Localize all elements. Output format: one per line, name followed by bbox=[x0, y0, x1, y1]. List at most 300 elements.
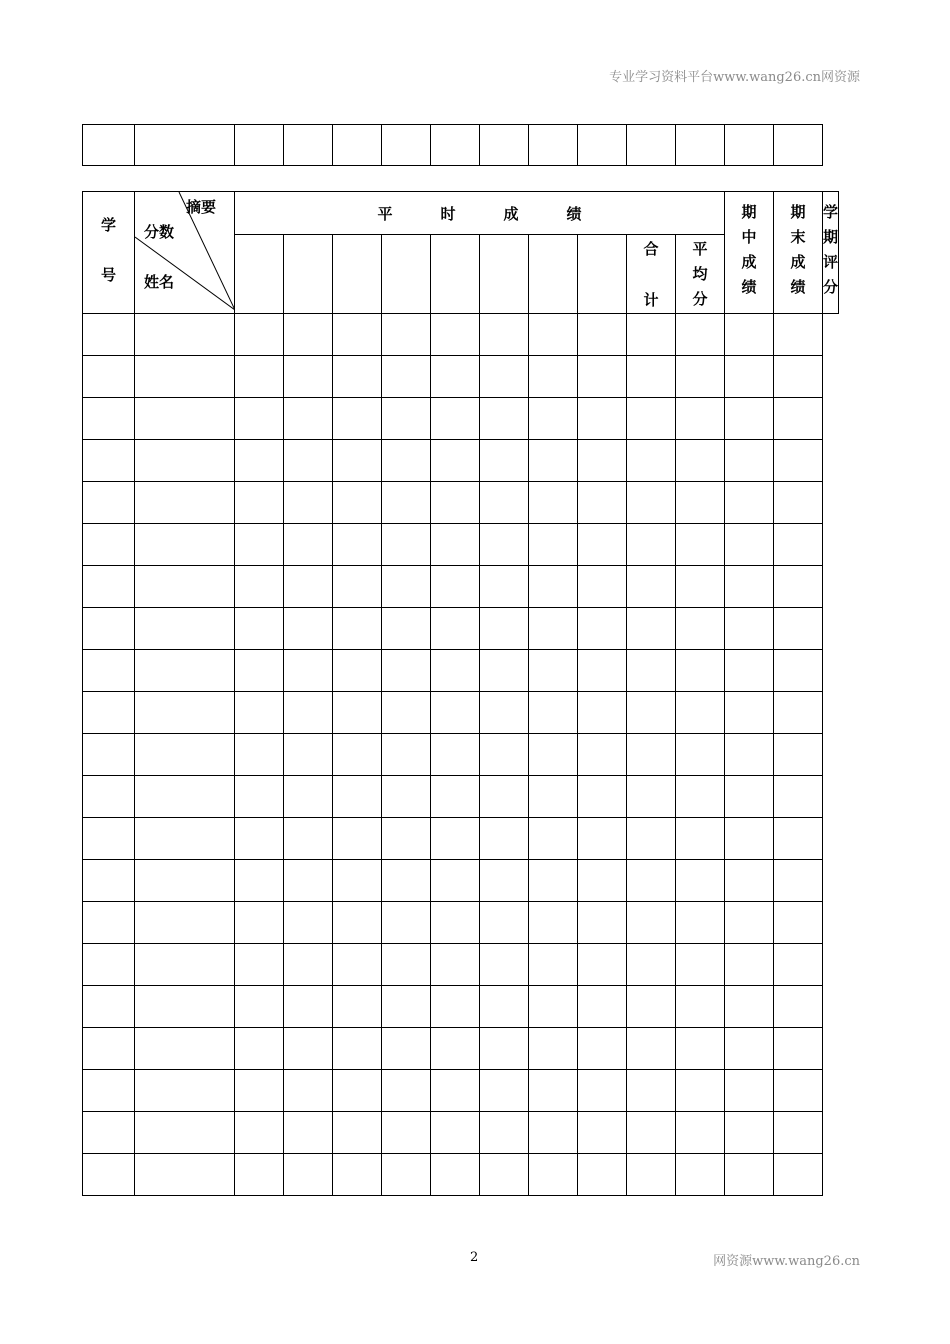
table-cell[interactable] bbox=[480, 524, 529, 566]
table-cell[interactable] bbox=[431, 944, 480, 986]
table-cell[interactable] bbox=[83, 902, 135, 944]
table-cell[interactable] bbox=[135, 944, 235, 986]
table-cell[interactable] bbox=[529, 776, 578, 818]
table-cell[interactable] bbox=[382, 1028, 431, 1070]
table-cell[interactable] bbox=[235, 734, 284, 776]
table-cell[interactable] bbox=[578, 944, 627, 986]
table-cell[interactable] bbox=[235, 818, 284, 860]
table-cell[interactable] bbox=[578, 1154, 627, 1196]
table-cell[interactable] bbox=[578, 608, 627, 650]
table-cell[interactable] bbox=[83, 650, 135, 692]
table-cell[interactable] bbox=[382, 440, 431, 482]
table-cell[interactable] bbox=[725, 776, 774, 818]
table-cell[interactable] bbox=[235, 1028, 284, 1070]
table-cell[interactable] bbox=[431, 566, 480, 608]
table-cell[interactable] bbox=[83, 356, 135, 398]
table-cell[interactable] bbox=[135, 818, 235, 860]
table-cell[interactable] bbox=[284, 776, 333, 818]
table-cell[interactable] bbox=[333, 818, 382, 860]
top-table-cell[interactable] bbox=[83, 125, 135, 166]
table-cell[interactable] bbox=[235, 986, 284, 1028]
table-cell[interactable] bbox=[333, 440, 382, 482]
table-cell[interactable] bbox=[235, 776, 284, 818]
table-cell[interactable] bbox=[235, 1070, 284, 1112]
table-cell[interactable] bbox=[676, 524, 725, 566]
table-cell[interactable] bbox=[431, 860, 480, 902]
table-cell[interactable] bbox=[382, 986, 431, 1028]
top-table-cell[interactable] bbox=[480, 125, 529, 166]
top-table-cell[interactable] bbox=[676, 125, 725, 166]
table-cell[interactable] bbox=[627, 734, 676, 776]
table-cell[interactable] bbox=[284, 440, 333, 482]
table-cell[interactable] bbox=[235, 440, 284, 482]
table-cell[interactable] bbox=[676, 902, 725, 944]
table-cell[interactable] bbox=[431, 734, 480, 776]
table-cell[interactable] bbox=[83, 482, 135, 524]
table-cell[interactable] bbox=[135, 440, 235, 482]
table-cell[interactable] bbox=[333, 902, 382, 944]
table-cell[interactable] bbox=[529, 1154, 578, 1196]
table-cell[interactable] bbox=[578, 818, 627, 860]
table-cell[interactable] bbox=[676, 776, 725, 818]
table-cell[interactable] bbox=[529, 1112, 578, 1154]
table-cell[interactable] bbox=[284, 524, 333, 566]
table-cell[interactable] bbox=[774, 398, 823, 440]
table-cell[interactable] bbox=[529, 608, 578, 650]
table-cell[interactable] bbox=[480, 1154, 529, 1196]
table-cell[interactable] bbox=[774, 818, 823, 860]
table-cell[interactable] bbox=[431, 986, 480, 1028]
table-cell[interactable] bbox=[480, 356, 529, 398]
table-cell[interactable] bbox=[135, 776, 235, 818]
table-cell[interactable] bbox=[529, 986, 578, 1028]
table-cell[interactable] bbox=[135, 482, 235, 524]
table-cell[interactable] bbox=[83, 1154, 135, 1196]
table-cell[interactable] bbox=[382, 818, 431, 860]
table-cell[interactable] bbox=[382, 1070, 431, 1112]
table-cell[interactable] bbox=[627, 1028, 676, 1070]
table-cell[interactable] bbox=[135, 1112, 235, 1154]
table-cell[interactable] bbox=[725, 944, 774, 986]
table-cell[interactable] bbox=[83, 860, 135, 902]
table-cell[interactable] bbox=[431, 902, 480, 944]
table-cell[interactable] bbox=[431, 1112, 480, 1154]
table-cell[interactable] bbox=[774, 482, 823, 524]
table-cell[interactable] bbox=[578, 986, 627, 1028]
table-cell[interactable] bbox=[135, 566, 235, 608]
table-cell[interactable] bbox=[333, 944, 382, 986]
table-cell[interactable] bbox=[774, 440, 823, 482]
table-cell[interactable] bbox=[529, 692, 578, 734]
table-cell[interactable] bbox=[135, 314, 235, 356]
table-cell[interactable] bbox=[382, 650, 431, 692]
table-cell[interactable] bbox=[480, 608, 529, 650]
table-cell[interactable] bbox=[676, 566, 725, 608]
table-cell[interactable] bbox=[774, 902, 823, 944]
table-cell[interactable] bbox=[83, 986, 135, 1028]
table-cell[interactable] bbox=[382, 314, 431, 356]
table-cell[interactable] bbox=[480, 692, 529, 734]
table-cell[interactable] bbox=[235, 566, 284, 608]
table-cell[interactable] bbox=[578, 314, 627, 356]
table-cell[interactable] bbox=[284, 818, 333, 860]
table-cell[interactable] bbox=[676, 650, 725, 692]
table-cell[interactable] bbox=[725, 566, 774, 608]
table-cell[interactable] bbox=[627, 482, 676, 524]
table-cell[interactable] bbox=[774, 776, 823, 818]
table-cell[interactable] bbox=[774, 986, 823, 1028]
table-cell[interactable] bbox=[725, 1154, 774, 1196]
table-cell[interactable] bbox=[284, 944, 333, 986]
table-cell[interactable] bbox=[725, 440, 774, 482]
table-cell[interactable] bbox=[135, 860, 235, 902]
table-cell[interactable] bbox=[83, 1028, 135, 1070]
regular-score-header[interactable] bbox=[480, 235, 529, 314]
regular-score-header[interactable] bbox=[333, 235, 382, 314]
table-cell[interactable] bbox=[725, 398, 774, 440]
table-cell[interactable] bbox=[83, 944, 135, 986]
table-cell[interactable] bbox=[676, 1112, 725, 1154]
table-cell[interactable] bbox=[774, 944, 823, 986]
table-cell[interactable] bbox=[676, 314, 725, 356]
table-cell[interactable] bbox=[333, 650, 382, 692]
top-table-cell[interactable] bbox=[284, 125, 333, 166]
table-cell[interactable] bbox=[529, 1028, 578, 1070]
table-cell[interactable] bbox=[676, 818, 725, 860]
table-cell[interactable] bbox=[135, 650, 235, 692]
table-cell[interactable] bbox=[284, 566, 333, 608]
table-cell[interactable] bbox=[235, 902, 284, 944]
table-cell[interactable] bbox=[333, 356, 382, 398]
table-cell[interactable] bbox=[235, 944, 284, 986]
table-cell[interactable] bbox=[578, 1112, 627, 1154]
table-cell[interactable] bbox=[284, 734, 333, 776]
table-cell[interactable] bbox=[774, 566, 823, 608]
table-cell[interactable] bbox=[235, 860, 284, 902]
table-cell[interactable] bbox=[676, 440, 725, 482]
table-cell[interactable] bbox=[284, 986, 333, 1028]
table-cell[interactable] bbox=[83, 818, 135, 860]
table-cell[interactable] bbox=[382, 692, 431, 734]
table-cell[interactable] bbox=[627, 440, 676, 482]
table-cell[interactable] bbox=[529, 860, 578, 902]
table-cell[interactable] bbox=[529, 398, 578, 440]
table-cell[interactable] bbox=[725, 860, 774, 902]
table-cell[interactable] bbox=[627, 1154, 676, 1196]
table-cell[interactable] bbox=[333, 398, 382, 440]
table-cell[interactable] bbox=[333, 1112, 382, 1154]
table-cell[interactable] bbox=[578, 566, 627, 608]
regular-score-header[interactable] bbox=[578, 235, 627, 314]
table-cell[interactable] bbox=[676, 1070, 725, 1112]
table-cell[interactable] bbox=[529, 902, 578, 944]
table-cell[interactable] bbox=[284, 482, 333, 524]
table-cell[interactable] bbox=[627, 902, 676, 944]
table-cell[interactable] bbox=[333, 524, 382, 566]
table-cell[interactable] bbox=[382, 1154, 431, 1196]
table-cell[interactable] bbox=[284, 1070, 333, 1112]
table-cell[interactable] bbox=[83, 1070, 135, 1112]
table-cell[interactable] bbox=[83, 566, 135, 608]
table-cell[interactable] bbox=[725, 650, 774, 692]
table-cell[interactable] bbox=[333, 734, 382, 776]
top-table-cell[interactable] bbox=[725, 125, 774, 166]
table-cell[interactable] bbox=[578, 650, 627, 692]
top-table-cell[interactable] bbox=[578, 125, 627, 166]
table-cell[interactable] bbox=[480, 902, 529, 944]
table-cell[interactable] bbox=[382, 356, 431, 398]
table-cell[interactable] bbox=[382, 482, 431, 524]
table-cell[interactable] bbox=[333, 1154, 382, 1196]
table-cell[interactable] bbox=[431, 482, 480, 524]
table-cell[interactable] bbox=[83, 524, 135, 566]
table-cell[interactable] bbox=[235, 398, 284, 440]
regular-score-header[interactable] bbox=[235, 235, 284, 314]
table-cell[interactable] bbox=[578, 356, 627, 398]
table-cell[interactable] bbox=[333, 692, 382, 734]
table-cell[interactable] bbox=[529, 650, 578, 692]
table-cell[interactable] bbox=[135, 608, 235, 650]
table-cell[interactable] bbox=[235, 650, 284, 692]
table-cell[interactable] bbox=[333, 986, 382, 1028]
table-cell[interactable] bbox=[627, 314, 676, 356]
table-cell[interactable] bbox=[627, 944, 676, 986]
table-cell[interactable] bbox=[333, 608, 382, 650]
table-cell[interactable] bbox=[774, 314, 823, 356]
table-cell[interactable] bbox=[235, 482, 284, 524]
table-cell[interactable] bbox=[627, 776, 676, 818]
table-cell[interactable] bbox=[284, 1112, 333, 1154]
table-cell[interactable] bbox=[529, 356, 578, 398]
table-cell[interactable] bbox=[676, 356, 725, 398]
table-cell[interactable] bbox=[284, 1154, 333, 1196]
table-cell[interactable] bbox=[333, 860, 382, 902]
table-cell[interactable] bbox=[774, 860, 823, 902]
table-cell[interactable] bbox=[431, 1154, 480, 1196]
table-cell[interactable] bbox=[235, 314, 284, 356]
table-cell[interactable] bbox=[431, 1028, 480, 1070]
table-cell[interactable] bbox=[529, 482, 578, 524]
table-cell[interactable] bbox=[83, 692, 135, 734]
regular-score-header[interactable] bbox=[382, 235, 431, 314]
table-cell[interactable] bbox=[382, 902, 431, 944]
table-cell[interactable] bbox=[235, 608, 284, 650]
table-cell[interactable] bbox=[284, 314, 333, 356]
table-cell[interactable] bbox=[431, 608, 480, 650]
table-cell[interactable] bbox=[235, 1154, 284, 1196]
table-cell[interactable] bbox=[83, 608, 135, 650]
table-cell[interactable] bbox=[431, 524, 480, 566]
table-cell[interactable] bbox=[774, 692, 823, 734]
table-cell[interactable] bbox=[83, 1112, 135, 1154]
top-table-cell[interactable] bbox=[235, 125, 284, 166]
table-cell[interactable] bbox=[480, 944, 529, 986]
table-cell[interactable] bbox=[382, 608, 431, 650]
table-cell[interactable] bbox=[725, 1070, 774, 1112]
table-cell[interactable] bbox=[431, 356, 480, 398]
table-cell[interactable] bbox=[676, 692, 725, 734]
table-cell[interactable] bbox=[676, 1154, 725, 1196]
table-cell[interactable] bbox=[83, 734, 135, 776]
table-cell[interactable] bbox=[284, 692, 333, 734]
table-cell[interactable] bbox=[135, 692, 235, 734]
table-cell[interactable] bbox=[480, 1112, 529, 1154]
table-cell[interactable] bbox=[284, 650, 333, 692]
table-cell[interactable] bbox=[627, 692, 676, 734]
table-cell[interactable] bbox=[676, 944, 725, 986]
table-cell[interactable] bbox=[725, 482, 774, 524]
table-cell[interactable] bbox=[529, 314, 578, 356]
table-cell[interactable] bbox=[382, 524, 431, 566]
table-cell[interactable] bbox=[774, 1112, 823, 1154]
table-cell[interactable] bbox=[480, 440, 529, 482]
table-cell[interactable] bbox=[774, 356, 823, 398]
table-cell[interactable] bbox=[725, 1112, 774, 1154]
table-cell[interactable] bbox=[529, 944, 578, 986]
table-cell[interactable] bbox=[333, 1028, 382, 1070]
table-cell[interactable] bbox=[578, 776, 627, 818]
table-cell[interactable] bbox=[676, 398, 725, 440]
table-cell[interactable] bbox=[578, 860, 627, 902]
table-cell[interactable] bbox=[135, 1028, 235, 1070]
table-cell[interactable] bbox=[480, 860, 529, 902]
table-cell[interactable] bbox=[431, 314, 480, 356]
table-cell[interactable] bbox=[578, 524, 627, 566]
table-cell[interactable] bbox=[529, 1070, 578, 1112]
table-cell[interactable] bbox=[676, 734, 725, 776]
table-cell[interactable] bbox=[83, 776, 135, 818]
table-cell[interactable] bbox=[774, 1028, 823, 1070]
table-cell[interactable] bbox=[774, 524, 823, 566]
table-cell[interactable] bbox=[627, 818, 676, 860]
table-cell[interactable] bbox=[235, 524, 284, 566]
table-cell[interactable] bbox=[627, 650, 676, 692]
table-cell[interactable] bbox=[578, 1070, 627, 1112]
table-cell[interactable] bbox=[382, 776, 431, 818]
table-cell[interactable] bbox=[774, 734, 823, 776]
table-cell[interactable] bbox=[135, 356, 235, 398]
table-cell[interactable] bbox=[135, 986, 235, 1028]
table-cell[interactable] bbox=[480, 1070, 529, 1112]
table-cell[interactable] bbox=[627, 356, 676, 398]
table-cell[interactable] bbox=[774, 608, 823, 650]
table-cell[interactable] bbox=[284, 608, 333, 650]
table-cell[interactable] bbox=[382, 566, 431, 608]
table-cell[interactable] bbox=[725, 818, 774, 860]
table-cell[interactable] bbox=[725, 734, 774, 776]
table-cell[interactable] bbox=[431, 650, 480, 692]
table-cell[interactable] bbox=[382, 398, 431, 440]
table-cell[interactable] bbox=[676, 1028, 725, 1070]
table-cell[interactable] bbox=[480, 776, 529, 818]
table-cell[interactable] bbox=[725, 356, 774, 398]
table-cell[interactable] bbox=[284, 1028, 333, 1070]
table-cell[interactable] bbox=[774, 1070, 823, 1112]
table-cell[interactable] bbox=[627, 608, 676, 650]
table-cell[interactable] bbox=[725, 524, 774, 566]
table-cell[interactable] bbox=[676, 860, 725, 902]
table-cell[interactable] bbox=[382, 1112, 431, 1154]
table-cell[interactable] bbox=[480, 1028, 529, 1070]
table-cell[interactable] bbox=[480, 566, 529, 608]
table-cell[interactable] bbox=[627, 1112, 676, 1154]
table-cell[interactable] bbox=[382, 944, 431, 986]
table-cell[interactable] bbox=[480, 650, 529, 692]
top-table-cell[interactable] bbox=[774, 125, 823, 166]
table-cell[interactable] bbox=[135, 902, 235, 944]
table-cell[interactable] bbox=[480, 734, 529, 776]
table-cell[interactable] bbox=[83, 440, 135, 482]
table-cell[interactable] bbox=[135, 1070, 235, 1112]
regular-score-header[interactable] bbox=[431, 235, 480, 314]
regular-score-header[interactable] bbox=[529, 235, 578, 314]
table-cell[interactable] bbox=[529, 566, 578, 608]
table-cell[interactable] bbox=[480, 986, 529, 1028]
table-cell[interactable] bbox=[480, 314, 529, 356]
table-cell[interactable] bbox=[627, 524, 676, 566]
table-cell[interactable] bbox=[431, 398, 480, 440]
table-cell[interactable] bbox=[382, 860, 431, 902]
top-table-cell[interactable] bbox=[529, 125, 578, 166]
table-cell[interactable] bbox=[774, 650, 823, 692]
table-cell[interactable] bbox=[676, 608, 725, 650]
table-cell[interactable] bbox=[431, 440, 480, 482]
top-table-cell[interactable] bbox=[333, 125, 382, 166]
table-cell[interactable] bbox=[135, 1154, 235, 1196]
table-cell[interactable] bbox=[333, 482, 382, 524]
table-cell[interactable] bbox=[135, 734, 235, 776]
table-cell[interactable] bbox=[382, 734, 431, 776]
top-table-cell[interactable] bbox=[382, 125, 431, 166]
table-cell[interactable] bbox=[725, 986, 774, 1028]
table-cell[interactable] bbox=[529, 524, 578, 566]
table-cell[interactable] bbox=[676, 986, 725, 1028]
table-cell[interactable] bbox=[578, 1028, 627, 1070]
table-cell[interactable] bbox=[431, 692, 480, 734]
table-cell[interactable] bbox=[284, 356, 333, 398]
table-cell[interactable] bbox=[676, 482, 725, 524]
table-cell[interactable] bbox=[627, 986, 676, 1028]
table-cell[interactable] bbox=[333, 776, 382, 818]
table-cell[interactable] bbox=[284, 860, 333, 902]
table-cell[interactable] bbox=[235, 356, 284, 398]
table-cell[interactable] bbox=[431, 1070, 480, 1112]
table-cell[interactable] bbox=[529, 734, 578, 776]
table-cell[interactable] bbox=[333, 314, 382, 356]
table-cell[interactable] bbox=[725, 1028, 774, 1070]
table-cell[interactable] bbox=[529, 440, 578, 482]
table-cell[interactable] bbox=[235, 1112, 284, 1154]
table-cell[interactable] bbox=[431, 776, 480, 818]
table-cell[interactable] bbox=[83, 314, 135, 356]
top-table-cell[interactable] bbox=[627, 125, 676, 166]
table-cell[interactable] bbox=[480, 482, 529, 524]
table-cell[interactable] bbox=[774, 1154, 823, 1196]
table-cell[interactable] bbox=[333, 566, 382, 608]
table-cell[interactable] bbox=[135, 398, 235, 440]
table-cell[interactable] bbox=[235, 692, 284, 734]
table-cell[interactable] bbox=[627, 1070, 676, 1112]
table-cell[interactable] bbox=[725, 902, 774, 944]
table-cell[interactable] bbox=[529, 818, 578, 860]
table-cell[interactable] bbox=[578, 398, 627, 440]
table-cell[interactable] bbox=[480, 398, 529, 440]
table-cell[interactable] bbox=[578, 482, 627, 524]
table-cell[interactable] bbox=[83, 398, 135, 440]
table-cell[interactable] bbox=[284, 902, 333, 944]
regular-score-header[interactable] bbox=[284, 235, 333, 314]
table-cell[interactable] bbox=[480, 818, 529, 860]
